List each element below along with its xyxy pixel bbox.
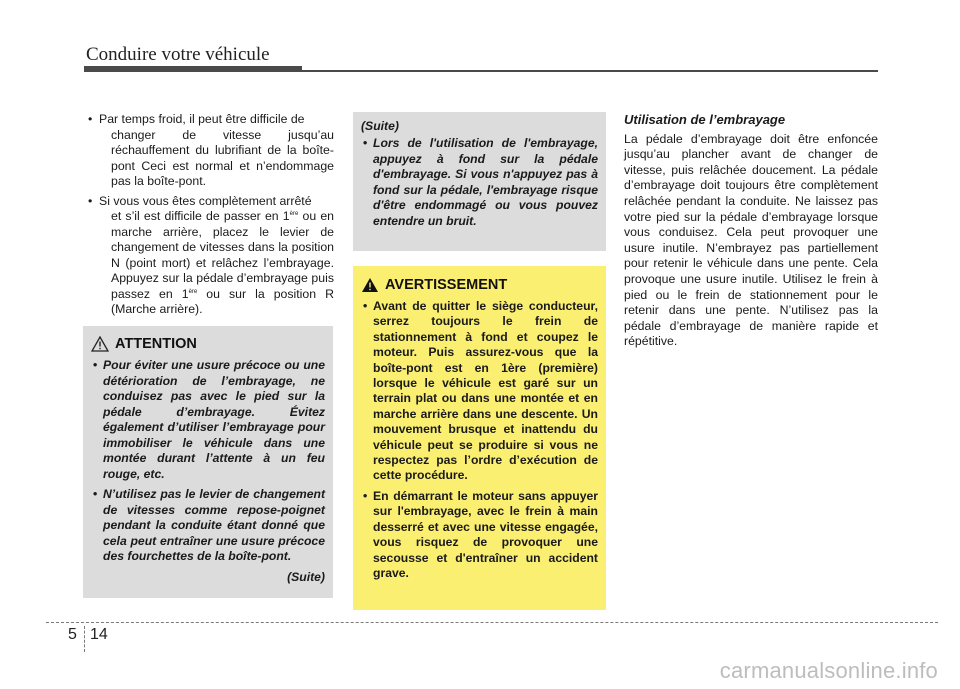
bullet-text-first-line: • Si vous vous êtes complètement arrêté bbox=[99, 193, 312, 208]
warning-title: AVERTISSEMENT bbox=[385, 277, 508, 293]
header-rule-thick bbox=[84, 66, 302, 72]
superscript: ère bbox=[289, 210, 299, 217]
continued-label: (Suite) bbox=[287, 569, 325, 584]
footer-rule bbox=[46, 622, 938, 623]
bullet-text bbox=[99, 209, 334, 318]
page-header-title: Conduire votre véhicule bbox=[86, 44, 270, 65]
list-item: • En démarrant le moteur sans appuyer sur l'embrayage, avec le frein à main desserré et avec une vitesse engagée, vous risquez de provoquer une secousse et d'entraîner un accident grave. bbox=[361, 489, 598, 581]
warning-box bbox=[353, 266, 606, 610]
list-item: • Avant de quitter le siège conducteur, serrez toujours le frein de stationnement à fond et coupez le moteur. Puis assurez-vous que la boîte-pont est en 1ère (première) lorsque le véhicule est garé sur un terrain plat ou dans une montée et en marche arrière dans une descente. Un mouvement brusque et inattendu du véhicule peut se produire si vous ne respectez pas l’ordre d’exécution de cette procédure. bbox=[361, 299, 598, 484]
header-rule-thin bbox=[302, 70, 878, 72]
bullet-text-first-line: • Par temps froid, il peut être difficile de bbox=[99, 112, 305, 126]
list-item bbox=[86, 194, 334, 318]
attention-title: ATTENTION bbox=[115, 336, 197, 352]
attention-header bbox=[91, 336, 325, 352]
section-paragraph: La pédale d’embrayage doit être enfoncée jusqu’au plancher avant de changer de vitesse, puis relâchée doucement. La pédale d’embrayage doit toujours être complètement relâchée pendant la conduite. Ne laissez pas votre pied sur la pédale d’embrayage lorsque vous conduisez. Cela peut provoquer une usure inutile. N’embrayez pas partiellement pour retenir le véhicule dans une pente. Cela provoque une usure inutile. Utilisez le frein à pied ou le frein de stationnement pour le retenir dans une pente. N’utilisez pas la pédale d’embrayage de manière rapide et répétitive. bbox=[624, 131, 878, 349]
warning-triangle-outline-icon bbox=[91, 336, 109, 352]
list-item: • Lors de l'utilisation de l'embrayage, appuyez à fond sur la pédale d'embrayage. Si vous n'appuyez pas à fond sur la pédale, l'embrayage risque d'être endommagé ou vous pouvez entendre un bruit. bbox=[361, 136, 598, 229]
watermark: carmanualsonline.info bbox=[719, 658, 938, 683]
list-item bbox=[86, 112, 334, 190]
list-item: • Pour éviter une usure précoce ou une détérioration de l’embrayage, ne conduisez pas avec le pied sur la pédale d’embrayage. Évitez également d’utiliser l’embrayage pour immobiliser le véhicule dans une montée durant l’attente à un feu rouge, etc. bbox=[91, 358, 325, 482]
footer-divider bbox=[84, 626, 85, 652]
bullet-text: changer de vitesse jusqu’au réchauffement du lubrifiant de la boîte-pont Ceci est normal et n’endommage pas la boîte-pont. bbox=[111, 127, 334, 188]
section-heading: Utilisation de l’embrayage bbox=[624, 112, 786, 127]
continued-label: (Suite) bbox=[361, 119, 399, 133]
page-number: 14 bbox=[90, 626, 108, 643]
warning-triangle-filled-icon bbox=[361, 277, 379, 293]
bullet-text-part: ou en marche arrière, placez le levier de changement de vitesses dans la position N (point mort) et relâchez l’embrayage. Appuyez sur la pédale d’embrayage puis passez en 1 bbox=[111, 209, 334, 301]
left-column bbox=[86, 112, 334, 322]
chapter-number: 5 bbox=[68, 626, 77, 643]
warning-header bbox=[361, 277, 598, 293]
list-item: • N’utilisez pas le levier de changement de vitesses comme repose-poignet pendant la conduite étant donné que cela peut entraîner une usure précoce des fourchettes de la boîte-pont. bbox=[91, 487, 325, 565]
superscript: ère bbox=[188, 288, 198, 295]
bullet-text-part: et s’il est difficile de passer en 1 bbox=[111, 209, 290, 223]
continued-note-box bbox=[353, 112, 606, 251]
attention-box bbox=[83, 326, 333, 598]
right-column bbox=[624, 112, 878, 350]
bullet-text-part: ou sur la position R (Marche arrière). bbox=[111, 286, 335, 316]
